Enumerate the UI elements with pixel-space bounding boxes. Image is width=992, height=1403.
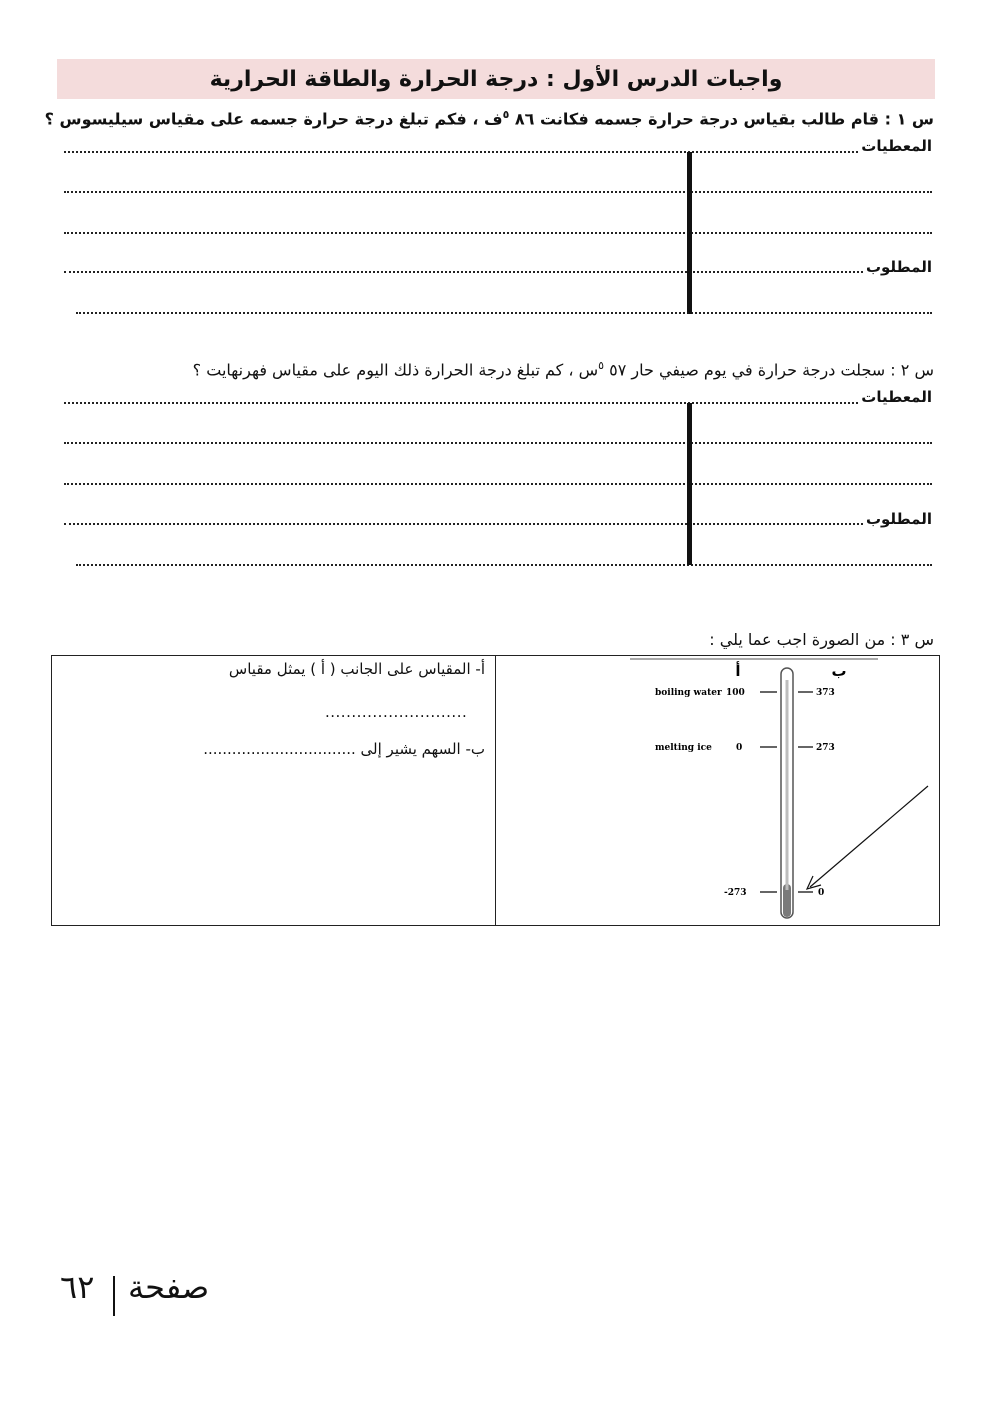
table-divider xyxy=(495,655,496,926)
question-1-text: س ١ : قام طالب بقياس درجة حرارة جسمه فكانت ٨٦ xyxy=(509,109,934,129)
answer-line[interactable] xyxy=(64,523,867,525)
question-2 xyxy=(193,359,934,379)
column-divider xyxy=(687,403,692,565)
answer-line[interactable] xyxy=(64,191,932,193)
answer-a-text: أ- المقياس على الجانب ( أ ) يمثل مقياس xyxy=(228,660,485,678)
answer-line[interactable] xyxy=(76,312,932,314)
given-label: المعطيات xyxy=(861,388,932,406)
required-label: المطلوب xyxy=(865,258,932,276)
thermometer-column xyxy=(786,680,789,890)
page-number: ٦٢ xyxy=(60,1268,95,1306)
given-label: المعطيات xyxy=(861,137,932,155)
question-2-text-rest: س ، كم تبلغ درجة الحرارة ذلك اليوم على مقياس فهرنهايت ؟ xyxy=(192,360,599,380)
question-2-text: س ٢ : سجلت درجة حرارة في يوم صيفي حار ٥٧ xyxy=(604,360,934,380)
required-label: المطلوب xyxy=(865,510,932,528)
thermometer-diagram xyxy=(620,656,935,924)
answer-line[interactable] xyxy=(64,151,862,153)
answer-a-blank[interactable]: ........................... xyxy=(325,703,468,721)
arrow-line xyxy=(810,786,928,887)
scale-b-label: ب xyxy=(831,662,847,680)
title-bar xyxy=(57,59,935,99)
question-3: س ٣ : من الصورة اجب عما يلي : xyxy=(709,630,934,649)
answer-b-text[interactable]: ب- السهم يشير إلى ................................ xyxy=(203,740,485,758)
answer-line[interactable] xyxy=(64,402,862,404)
page-title: واجبات الدرس الأول : درجة الحرارة والطاقة الحرارية xyxy=(209,66,783,92)
celsius-top-value: 100 xyxy=(726,688,745,698)
question-1-text-rest: ف ، فكم تبلغ درجة حرارة جسمه على مقياس سيليسوس ؟ xyxy=(44,109,503,129)
kelvin-mid-value: 273 xyxy=(816,743,835,753)
kelvin-bottom-value: 0 xyxy=(818,888,825,898)
melting-ice-label: melting ice xyxy=(655,743,712,753)
kelvin-top-value: 373 xyxy=(816,688,835,698)
page-word: صفحة xyxy=(128,1268,210,1306)
celsius-bottom-value: -273 xyxy=(724,888,747,898)
degree-sup: ٥ xyxy=(502,108,510,121)
answer-line[interactable] xyxy=(64,442,932,444)
answer-line[interactable] xyxy=(76,564,932,566)
degree-sup: ٥ xyxy=(598,359,605,372)
scale-a-label: أ xyxy=(735,662,741,680)
answer-line[interactable] xyxy=(64,483,932,485)
footer-separator xyxy=(113,1276,115,1316)
celsius-mid-value: 0 xyxy=(736,743,743,753)
answer-line[interactable] xyxy=(64,232,932,234)
boiling-water-label: boiling water xyxy=(655,688,722,698)
column-divider xyxy=(687,152,692,314)
answer-line[interactable] xyxy=(64,271,867,273)
question-1 xyxy=(45,108,934,128)
